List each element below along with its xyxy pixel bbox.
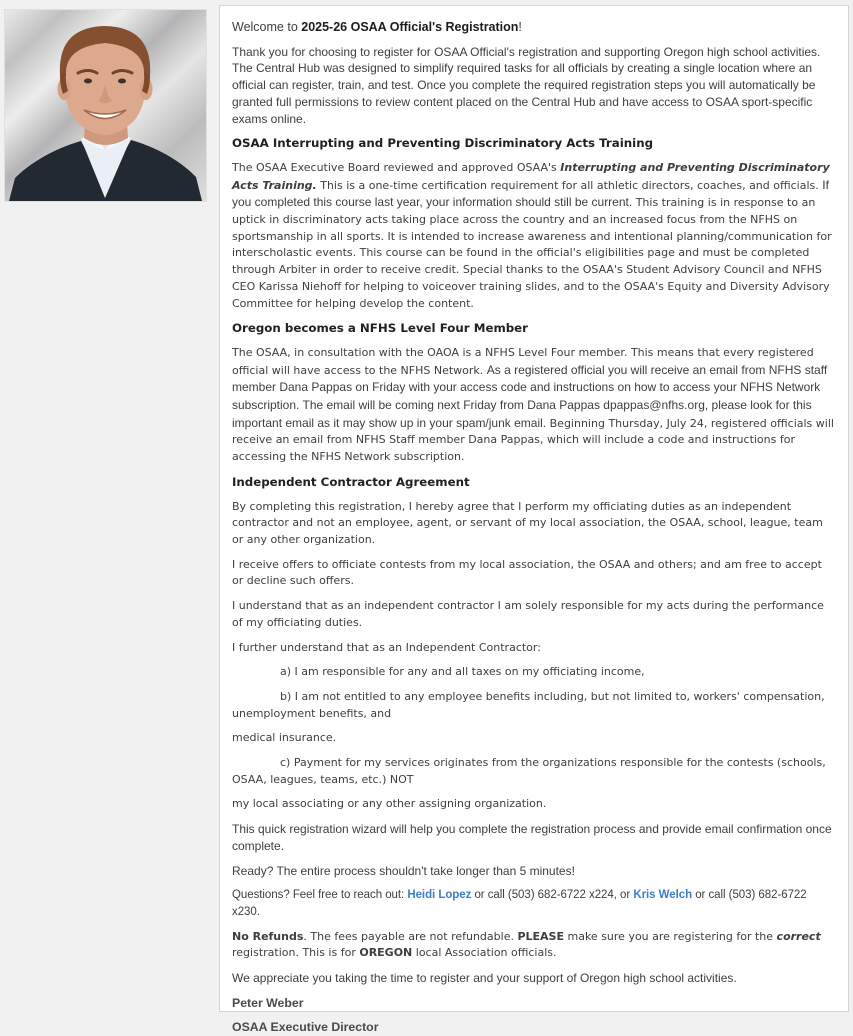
list-item-b: b) I am not entitled to any employee benefits including, but not limited to, workers' compensation, unemployment benefits, and xyxy=(232,689,825,720)
ready-paragraph: Ready? The entire process shouldn't take longer than 5 minutes! xyxy=(232,863,575,878)
training-heading: OSAA Interrupting and Preventing Discriminatory Acts Training xyxy=(232,136,654,151)
text-run: local Association officials. xyxy=(412,946,557,960)
list-item-b-continued: medical insurance. xyxy=(232,731,337,745)
contractor-paragraph-1: By completing this registration, I hereby agree that I perform my officiating duties as an independent contractor and not an employee, agent, or servant of my local association, the OSAA, school, league, team or any other organization. xyxy=(232,499,823,546)
text-run: This training is in response to an uptick in discriminatory acts taking place across the country and an increased focus from the NFHS on sportsmanship in all sports. It is intended to increase awareness and intentional planning/communication for interscholastic events. This course can be found in the official's eligibilities page and must be completed through Arbiter in order to receive credit. Special thanks to the OSAA's Student Advisory Council and NFHS CEO Karissa Niehoff for helping to voiceover training slides, and to the OSAA's Equity and Diversity Advisory Committee for helping develop the content. xyxy=(232,196,832,310)
portrait-illustration xyxy=(5,10,206,201)
text-run: This is a one-time certification requirement for all athletic directors, coaches, and officials. xyxy=(316,178,823,192)
contractor-paragraph-3: I understand that as an independent contractor I am solely responsible for my acts during the performance of my officiating duties. xyxy=(232,599,824,629)
questions-paragraph xyxy=(232,887,836,920)
text-run: make sure you are registering for the xyxy=(564,929,777,943)
text-run: Welcome to xyxy=(232,20,302,34)
text-run: The OSAA, in consultation with the OAOA is a NFHS Level Four member. This means that every registered official will have access to the NFHS Network. xyxy=(232,345,814,377)
nfhs-heading: Oregon becomes a NFHS Level Four Member xyxy=(232,321,529,336)
text-run: registration. This is for xyxy=(232,946,360,960)
contractor-paragraph-4: I further understand that as an Independent Contractor: xyxy=(232,640,541,654)
welcome-line xyxy=(232,19,836,36)
wizard-paragraph: This quick registration wizard will help you complete the registration process and provide email confirmation once complete. xyxy=(232,822,832,853)
training-paragraph xyxy=(232,160,836,312)
text-run: PLEASE xyxy=(517,929,564,943)
contractor-heading: Independent Contractor Agreement xyxy=(232,474,470,489)
text-run: ! xyxy=(518,20,522,34)
intro-paragraph: Thank you for choosing to register for OSAA Official's registration and supporting Oregon high school activities. The Central Hub was designed to simplify required tasks for all officials by creating a single location where an official can register, train, and test. Once you complete the required registration steps you will automatically be granted full permissions to review content placed on the Central Hub and have access to OSAA sport-specific exams online. xyxy=(232,44,821,126)
text-run: . The fees payable are not refundable. xyxy=(303,929,518,943)
list-item-a: a) I am responsible for any and all taxes on my officiating income, xyxy=(280,665,645,679)
text-run: or call (503) 682-6722 x230. xyxy=(232,889,807,918)
registration-title: 2025-26 OSAA Official's Registration xyxy=(301,20,519,34)
text-run: OREGON xyxy=(359,946,413,960)
appreciation-paragraph: We appreciate you taking the time to register and your support of Oregon high school activities. xyxy=(232,971,737,986)
heidi-lopez-link[interactable]: Heidi Lopez xyxy=(407,889,472,902)
text-run: As a registered official you will receive an email from NFHS staff member Dana Pappas on Friday with your access code and instructions on how to access your NFHS Network subscription. The email will be coming next Friday from Dana Pappas dpappas@nfhs.org, please look for this important email as it may show up in your spam/junk email. xyxy=(232,362,828,430)
list-item-c-continued: my local associating or any other assigning organization. xyxy=(232,797,547,811)
kris-welch-link[interactable]: Kris Welch xyxy=(633,889,693,902)
text-run: or call (503) 682-6722 x224, or xyxy=(471,889,634,902)
signature-name: Peter Weber xyxy=(232,995,304,1010)
content-panel xyxy=(219,5,849,1035)
portrait-photo xyxy=(4,9,207,202)
nfhs-paragraph xyxy=(232,345,836,466)
text-run: correct xyxy=(776,929,821,943)
text-run: Beginning Thursday, July 24, registered officials will receive an email from NFHS Staff member Dana Pappas, which will include a code and instructions for accessing the NFHS Network subscription. xyxy=(232,416,834,464)
list-item-c: c) Payment for my services originates from the organizations responsible for the contests (schools, OSAA, leagues, teams, etc.) NOT xyxy=(232,756,826,786)
text-run: The OSAA Executive Board reviewed and approved OSAA's xyxy=(232,160,561,174)
no-refunds-label: No Refunds xyxy=(232,929,304,943)
text-run: Questions? Feel free to reach out: xyxy=(232,889,408,902)
signature-title: OSAA Executive Director xyxy=(232,1020,379,1035)
contractor-paragraph-2: I receive offers to officiate contests from my local association, the OSAA and others; and am free to accept or decline such offers. xyxy=(232,557,822,588)
text-run: If you completed this course last year, your information should still be current. xyxy=(232,177,829,210)
no-refunds-paragraph xyxy=(232,929,836,962)
training-course-title: Interrupting and Preventing Discriminatory Acts Training. xyxy=(232,160,830,192)
